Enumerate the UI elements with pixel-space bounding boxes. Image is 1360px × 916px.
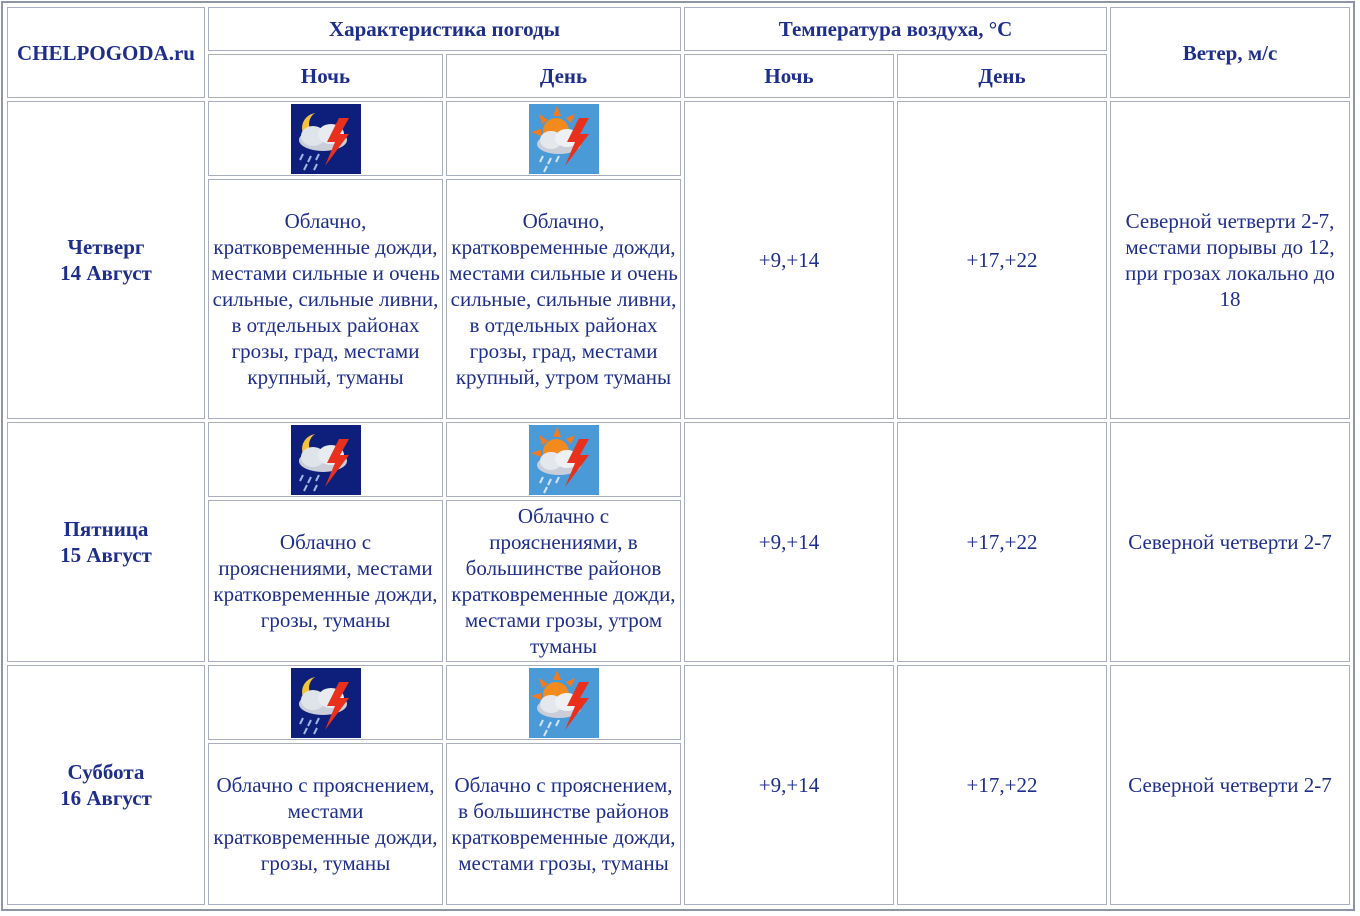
weather-night-header: Ночь (208, 54, 443, 98)
night-thunderstorm-rain-icon (291, 668, 361, 738)
temperature-night-header: Ночь (684, 54, 894, 98)
wind-description: Северной четверти 2-7 (1110, 422, 1350, 662)
day-thunderstorm-rain-icon (529, 668, 599, 738)
night-description: Облачно, кратковременные дожди, местами сильные и очень сильные, сильные ливни, в отдельных районах грозы, град, местами крупный, туманы (208, 179, 443, 419)
day-description: Облачно, кратковременные дожди, местами сильные и очень сильные, сильные ливни, в отдельных районах грозы, град, местами крупный, утром туманы (446, 179, 681, 419)
temp-night: +9,+14 (684, 101, 894, 419)
day-icon-cell (446, 665, 681, 740)
weekday: Суббота (67, 760, 145, 784)
temp-night: +9,+14 (684, 665, 894, 905)
temp-night: +9,+14 (684, 422, 894, 662)
date: 16 Август (60, 786, 152, 810)
day-label (7, 422, 205, 662)
day-icon-cell (446, 422, 681, 497)
weather-day-header: День (446, 54, 681, 98)
night-icon-cell (208, 665, 443, 740)
night-icon-cell (208, 422, 443, 497)
wind-description: Северной четверти 2-7 (1110, 665, 1350, 905)
weekday: Пятница (63, 517, 149, 541)
day-label (7, 665, 205, 905)
forecast-table (4, 4, 1353, 908)
temperature-day-header: День (897, 54, 1107, 98)
day-description: Облачно с прояснением, в большинстве районов кратковременные дожди, местами грозы, туманы (446, 743, 681, 905)
night-description: Облачно с прояснением, местами кратковременные дожди, грозы, туманы (208, 743, 443, 905)
wind-description: Северной четверти 2-7, местами порывы до 12, при грозах локально до 18 (1110, 101, 1350, 419)
day-thunderstorm-rain-icon (529, 425, 599, 495)
night-thunderstorm-rain-icon (291, 425, 361, 495)
wind-header: Ветер, м/с (1110, 7, 1350, 98)
temp-day: +17,+22 (897, 665, 1107, 905)
day-thunderstorm-rain-icon (529, 104, 599, 174)
date: 15 Август (60, 543, 152, 567)
night-thunderstorm-rain-icon (291, 104, 361, 174)
weather-header: Характеристика погоды (208, 7, 681, 51)
temp-day: +17,+22 (897, 101, 1107, 419)
date: 14 Август (60, 261, 152, 285)
day-description: Облачно с прояснениями, в большинстве районов кратковременные дожди, местами грозы, утром туманы (446, 500, 681, 662)
day-icon-cell (446, 101, 681, 176)
weekday: Четверг (67, 235, 145, 259)
temp-day: +17,+22 (897, 422, 1107, 662)
night-icon-cell (208, 101, 443, 176)
site-name: CHELPOGODA.ru (7, 7, 205, 98)
night-description: Облачно с прояснениями, местами кратковременные дожди, грозы, туманы (208, 500, 443, 662)
temperature-header: Температура воздуха, °С (684, 7, 1107, 51)
day-label (7, 101, 205, 419)
